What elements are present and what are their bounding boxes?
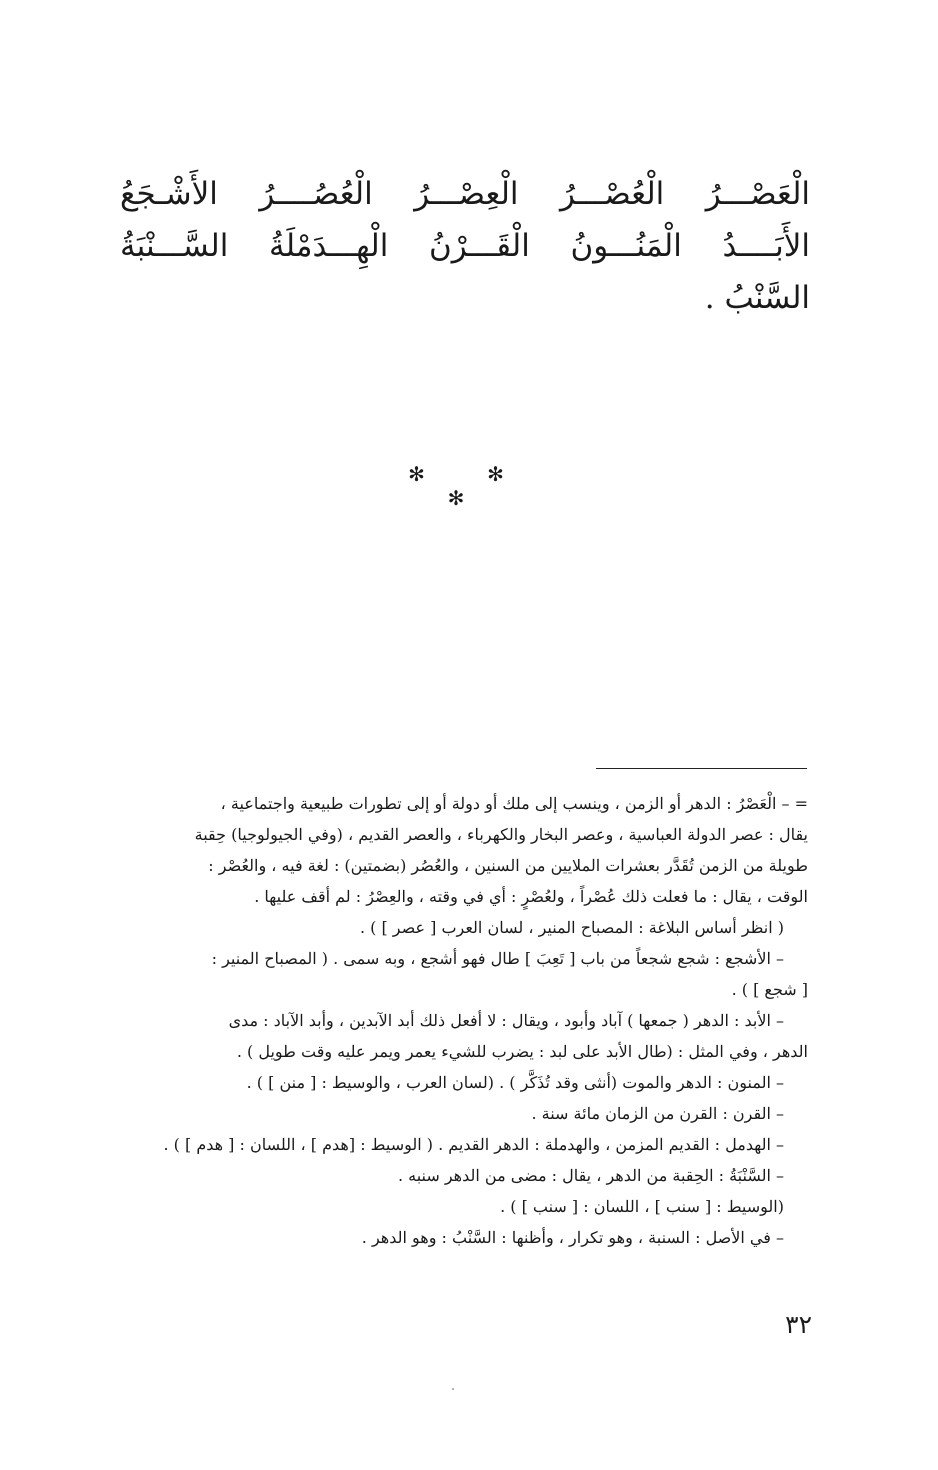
word-item: الْعُصْـــرُ — [560, 176, 665, 212]
word-row-2 — [120, 220, 810, 272]
word-list — [120, 168, 810, 324]
footnote-line: (الوسيط : [ سنب ] ، اللسان : [ سنب ] ) . — [500, 1197, 784, 1216]
scan-speck — [452, 1388, 454, 1390]
footnote-line: = – الْعَصْرُ : الدهر أو الزمن ، وينسب إلى ملك أو دولة أو إلى تطورات طبيعية واجتماعية ، — [220, 794, 808, 813]
footnotes — [128, 788, 808, 1253]
word-item: الْقَـــرْنُ — [428, 228, 530, 264]
word-item: الْعُصُــــرُ — [259, 176, 373, 212]
word-item: الْعِصْـــرُ — [414, 176, 519, 212]
footnote-line: – القرن : القرن من الزمان مائة سنة . — [531, 1104, 784, 1123]
footnote-rule — [596, 768, 807, 769]
word-item: الأَبَــــدُ — [722, 228, 810, 264]
footnote-line: – السَّنْبَةُ : الحِقبة من الدهر ، يقال : مضى من الدهر سنبه . — [397, 1166, 784, 1185]
footnote-line: – في الأصل : السنبة ، وهو تكرار ، وأظنها : السَّنْبُ : وهو الدهر . — [361, 1228, 784, 1247]
word-item: الْهِـــدَمْلَةُ — [268, 228, 389, 264]
word-item: الْمَنُـــونُ — [570, 228, 682, 264]
word-item: السَّـــنْبَةُ — [120, 228, 229, 264]
footnote-line: – الأشجع : شجع شجعاً من باب [ تَعِبَ ] طال فهو أشجع ، وبه سمى . ( المصباح المنير : — [211, 949, 784, 968]
footnote-line: يقال : عصر الدولة العباسية ، وعصر البخار والكهرباء ، والعصر القديم ، (وفي الجيولوجيا) حِقبة — [194, 825, 808, 844]
footnote-line: [ شجع ] ) . — [731, 980, 808, 999]
word-item: الأَشْـجَعُ — [120, 176, 218, 212]
footnote-line: طويلة من الزمن تُقَدَّر بعشرات الملايين من السنين ، والعُصُر (بضمتين) : لغة فيه ، والعُصْر : — [208, 856, 808, 875]
footnote-line: ( انظر أساس البلاغة : المصباح المنير ، لسان العرب [ عصر ] ) . — [359, 918, 784, 937]
footnote-line: – الهدمل : القديم المزمن ، والهدملة : الدهر القديم . ( الوسيط : [هدم ] ، اللسان : [ هدم ] ) . — [163, 1135, 784, 1154]
word-row-1 — [120, 168, 810, 220]
page-number: ٣٢ — [785, 1310, 812, 1339]
word-item: السَّنْبُ . — [704, 280, 810, 316]
footnote-line: الوقت ، يقال : ما فعلت ذلك عُصْراً ، ولعُصْرٍ : أي في وقته ، والعِصْرُ : لم أقف عليها . — [254, 887, 808, 906]
section-separator: ✻ ✻ ✻ — [408, 462, 532, 510]
footnote-line: – المنون : الدهر والموت (أنثى وقد تُذَكَّر ) . (لسان العرب ، والوسيط : [ منن ] ) . — [246, 1073, 784, 1092]
word-item: الْعَصْـــرُ — [705, 176, 810, 212]
footnote-line: الدهر ، وفي المثل : (طال الأبد على لبد : يضرب للشيء يعمر ويمر عليه وقت طويل ) . — [236, 1042, 808, 1061]
word-row-3 — [120, 272, 810, 324]
footnote-line: – الأبد : الدهر ( جمعها ) آباد وأبود ، ويقال : لا أفعل ذلك أبد الآبدين ، وأبد الآباد : مدى — [228, 1011, 784, 1030]
